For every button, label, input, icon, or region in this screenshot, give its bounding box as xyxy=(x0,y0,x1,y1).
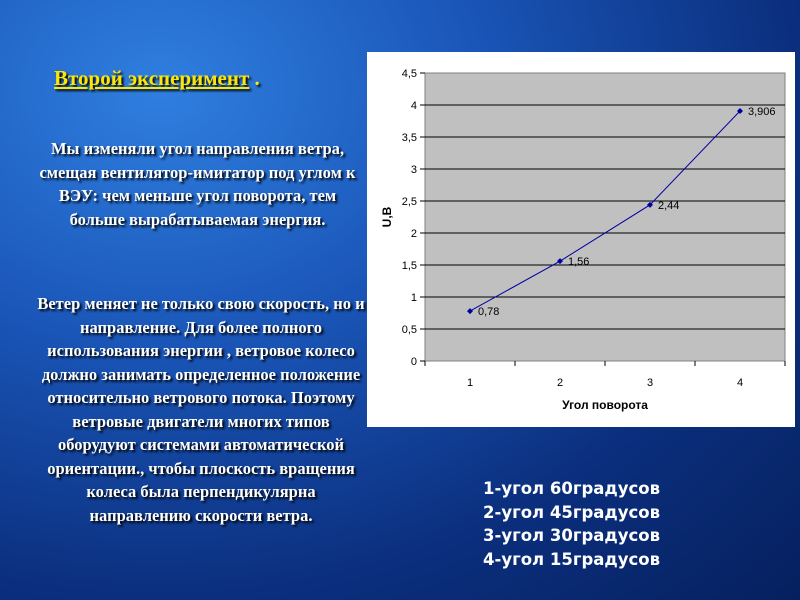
legend-item: 4-угол 15градусов xyxy=(483,549,661,569)
wind-direction-explanation: Ветер меняет не только свою скорость, но и направление. Для более полного использования энергии , ветровое колесо должно занимать определенное положение относительно ветрового потока. Поэтому ветровые двигатели многих типов оборудуют системами автоматической ориентации., чтобы плоскость вращения колеса была перпендикулярна направлению скорости ветра. xyxy=(37,294,365,525)
legend-item: 3-угол 30градусов xyxy=(483,526,661,545)
x-tick-label: 1 xyxy=(466,377,474,389)
y-tick-label: 2 xyxy=(410,228,417,240)
y-tick-label: 1,5 xyxy=(401,260,417,272)
data-label: 1,56 xyxy=(568,256,590,269)
legend-item: 1-угол 60градусов xyxy=(483,479,661,498)
x-tick-label: 4 xyxy=(736,377,744,389)
y-tick-label: 1 xyxy=(410,292,417,304)
y-tick-label: 3 xyxy=(410,164,417,176)
angle-legend xyxy=(483,477,660,571)
experiment-description: Мы изменяли угол направления ветра, смещая вентилятор-имитатор под углом к ВЭУ: чем меньше угол поворота, тем больше вырабатываемая энергия. xyxy=(39,139,356,229)
x-tick-label: 3 xyxy=(646,377,654,389)
x-tick-label: 2 xyxy=(556,377,564,389)
slide-title xyxy=(54,66,260,91)
y-tick-label: 2,5 xyxy=(401,196,417,208)
slide-title-text: Второй эксперимент xyxy=(54,66,250,90)
data-label: 2,44 xyxy=(658,199,680,212)
line-chart xyxy=(367,52,795,427)
y-axis-title: U,B xyxy=(380,206,394,228)
y-tick-label: 0,5 xyxy=(401,324,417,336)
legend-item: 2-угол 45градусов xyxy=(483,502,661,522)
y-tick-label: 4 xyxy=(410,100,417,112)
data-label: 3,906 xyxy=(748,106,776,119)
data-label: 0,78 xyxy=(478,306,500,319)
chart-panel xyxy=(367,52,795,427)
y-tick-label: 3,5 xyxy=(401,132,417,144)
slide-title-suffix: . xyxy=(249,66,260,90)
y-tick-label: 4,5 xyxy=(401,68,417,80)
y-tick-label: 0 xyxy=(410,356,417,368)
x-axis-title: Угол поворота xyxy=(562,398,648,412)
